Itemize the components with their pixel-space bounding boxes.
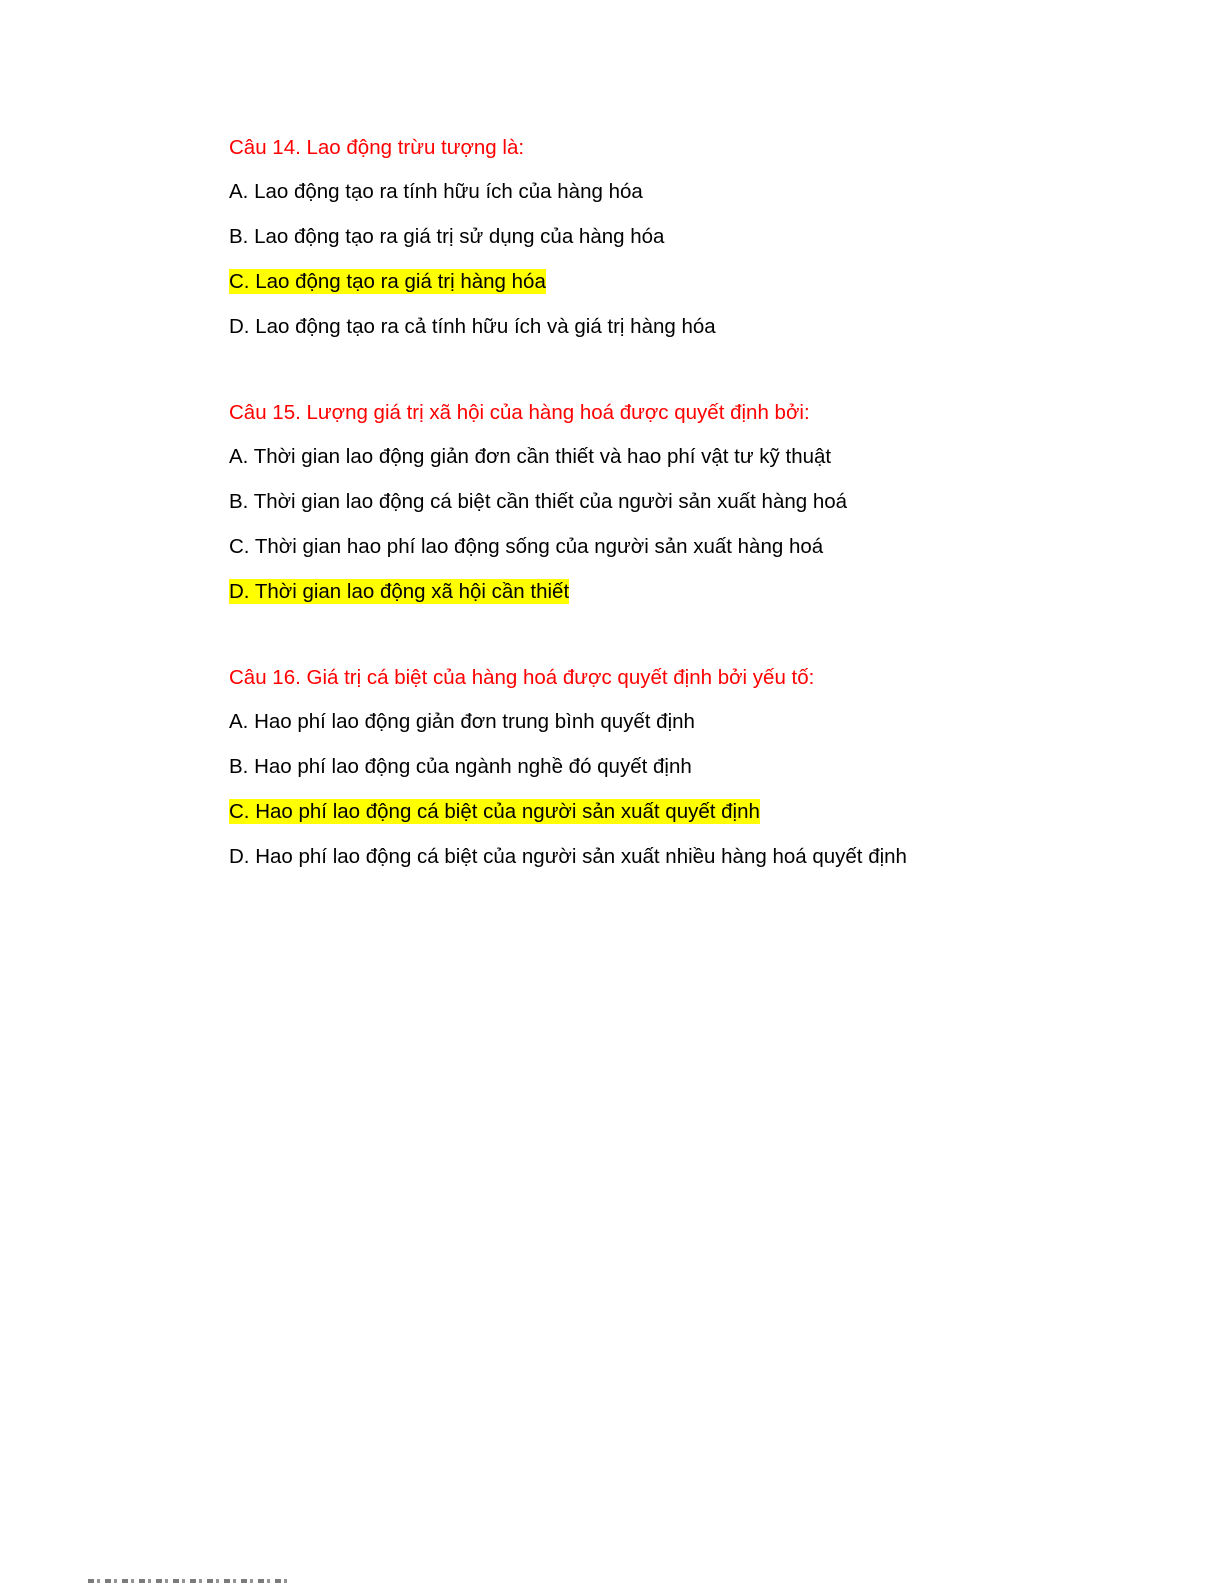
question-title: Câu 14. Lao động trừu tượng là: (229, 136, 525, 159)
option-text: A. Thời gian lao động giản đơn cần thiết và hao phí vật tư kỹ thuật (229, 445, 832, 468)
option-text: A. Hao phí lao động giản đơn trung bình quyết định (229, 710, 695, 733)
option-a (229, 710, 1129, 734)
option-d (229, 315, 1129, 339)
spacer (229, 625, 1129, 666)
option-a (229, 180, 1129, 204)
question-block-16 (229, 666, 1129, 869)
option-d (229, 845, 1129, 869)
question-title: Câu 16. Giá trị cá biệt của hàng hoá được quyết định bởi yếu tố: (229, 666, 815, 689)
option-c (229, 270, 1129, 294)
spacer (229, 360, 1129, 401)
option-text: B. Hao phí lao động của ngành nghề đó quyết định (229, 755, 692, 778)
option-b (229, 490, 1129, 514)
option-c (229, 800, 1129, 824)
option-text: D. Thời gian lao động xã hội cần thiết (229, 580, 570, 603)
document-content (229, 136, 1129, 890)
question-block-14 (229, 136, 1129, 339)
option-text: A. Lao động tạo ra tính hữu ích của hàng hóa (229, 180, 643, 203)
option-text: C. Hao phí lao động cá biệt của người sản xuất quyết định (229, 800, 760, 823)
option-text: D. Hao phí lao động cá biệt của người sản xuất nhiều hàng hoá quyết định (229, 845, 907, 868)
option-b (229, 225, 1129, 249)
option-a (229, 445, 1129, 469)
option-b (229, 755, 1129, 779)
option-text: D. Lao động tạo ra cả tính hữu ích và giá trị hàng hóa (229, 315, 716, 338)
option-text: B. Lao động tạo ra giá trị sử dụng của hàng hóa (229, 225, 665, 248)
option-text: C. Lao động tạo ra giá trị hàng hóa (229, 270, 546, 293)
question-title: Câu 15. Lượng giá trị xã hội của hàng hoá được quyết định bởi: (229, 401, 810, 424)
question-block-15 (229, 401, 1129, 604)
option-text: B. Thời gian lao động cá biệt cần thiết của người sản xuất hàng hoá (229, 490, 848, 513)
option-d (229, 580, 1129, 604)
option-c (229, 535, 1129, 559)
scan-artifact (88, 1579, 288, 1583)
option-text: C. Thời gian hao phí lao động sống của người sản xuất hàng hoá (229, 535, 824, 558)
